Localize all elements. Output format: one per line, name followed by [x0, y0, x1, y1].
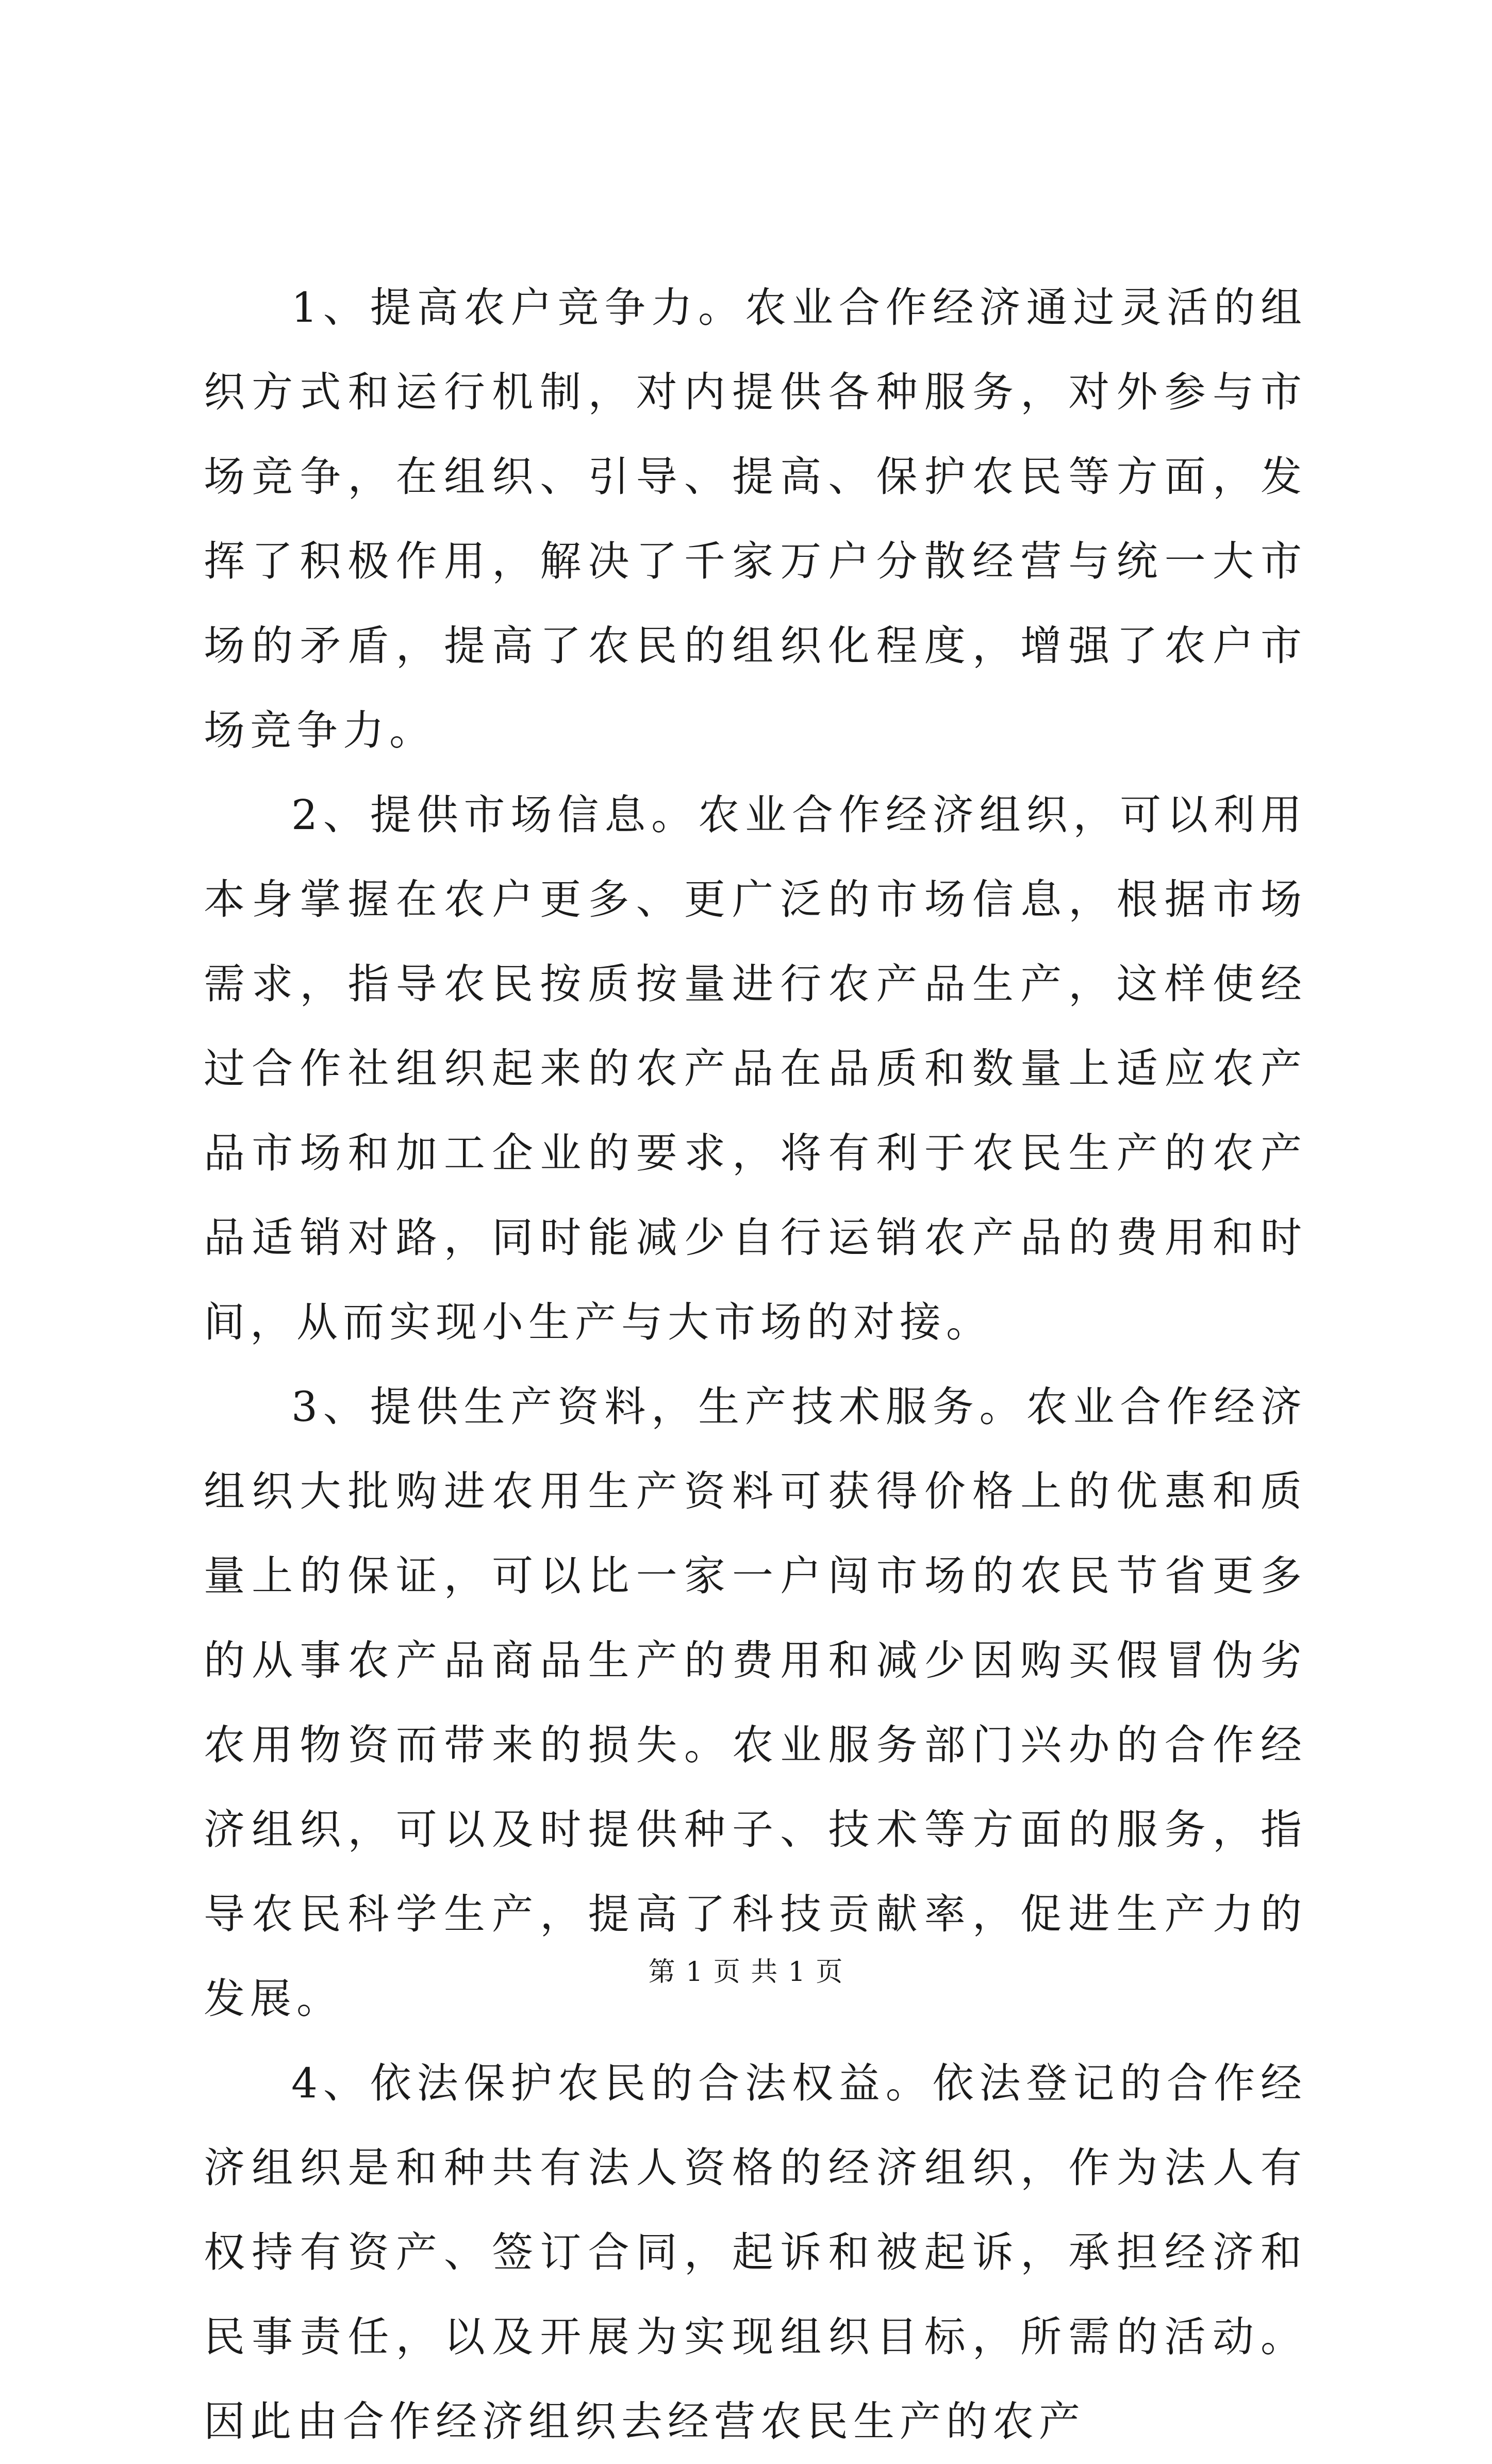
document-body — [204, 266, 1307, 2464]
paragraph-2: 2、提供市场信息。农业合作经济组织，可以利用本身掌握在农户更多、更广泛的市场信息，根据市场需求，指导农民按质按量进行农产品生产，这样使经过合作社组织起来的农产品在品质和数量上适应农产品市场和加工企业的要求，将有利于农民生产的农产品适销对路，同时能减少自行运销农产品的费用和时间，从而实现小生产与大市场的对接。 — [204, 791, 1307, 1346]
paragraph-1: 1、提高农户竞争力。农业合作经济通过灵活的组织方式和运行机制，对内提供各种服务，对外参与市场竞争，在组织、引导、提高、保护农民等方面，发挥了积极作用，解决了千家万户分散经营与统一大市场的矛盾，提高了农民的组织化程度，增强了农户市场竞争力。 — [204, 284, 1307, 754]
paragraph-4: 4、依法保护农民的合法权益。依法登记的合作经济组织是和种共有法人资格的经济组织，作为法人有权持有资产、签订合同，起诉和被起诉，承担经济和民事责任，以及开展为实现组织目标，所需的活动。因此由合作经济组织去经营农民生产的农产 — [204, 2059, 1307, 2445]
paragraph-3: 3、提供生产资料，生产技术服务。农业合作经济组织大批购进农用生产资料可获得价格上的优惠和质量上的保证，可以比一家一户闯市场的农民节省更多的从事农产品商品生产的费用和减少因购买假冒伪劣农用物资而带来的损失。农业服务部门兴办的合作经济组织，可以及时提供种子、技术等方面的服务，指导农民科学生产，提高了科技贡献率，促进生产力的发展。 — [204, 1383, 1307, 2023]
page-footer: 第 1 页 共 1 页 — [648, 1957, 844, 1988]
